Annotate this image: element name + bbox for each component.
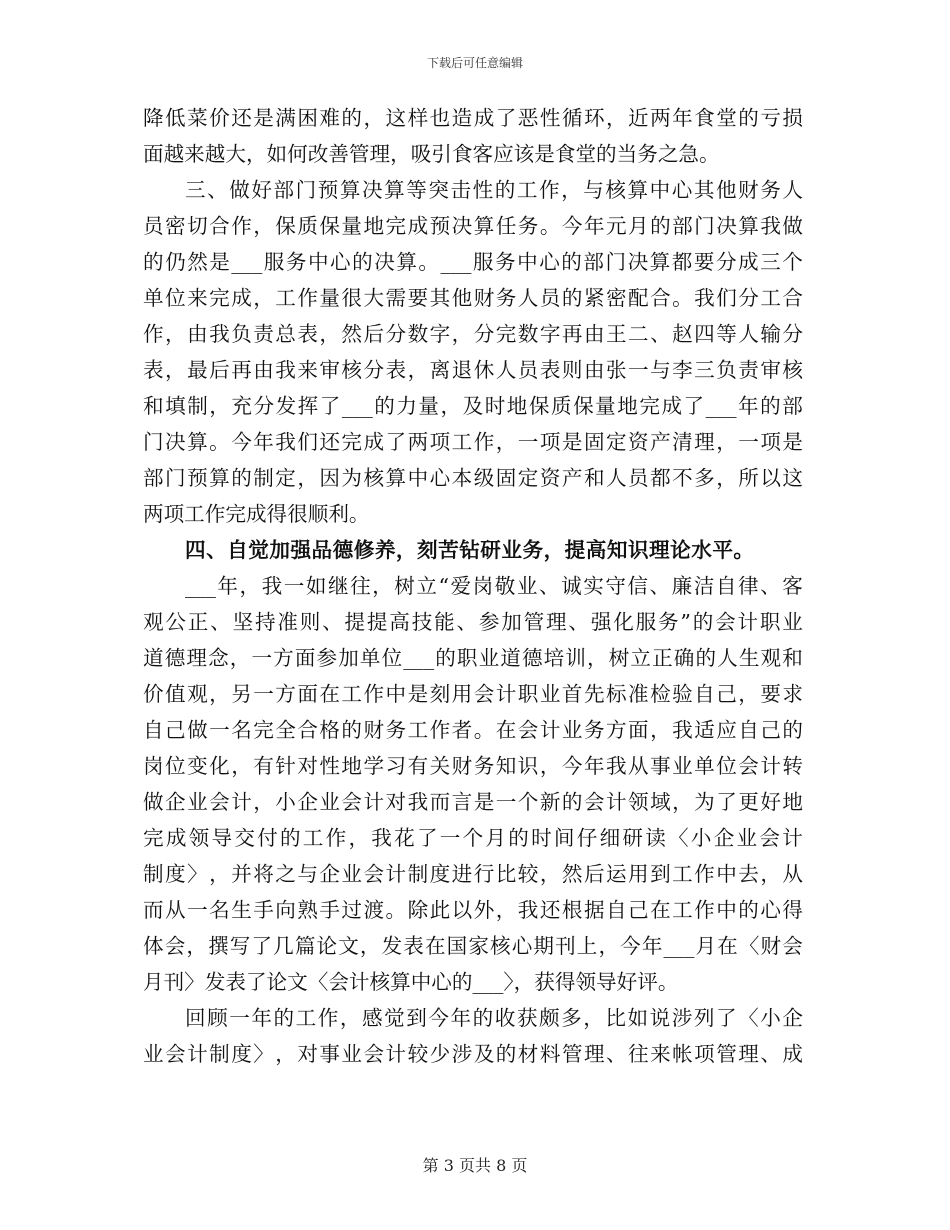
text-line: 价 值 观 ， 另 一 方 面 在 工 作 中 是 刻 用 会 计 职 业 首 先 标 准 检 验 自 己 ， 要 求 (143, 682, 803, 706)
text-line: 的 仍 然 是 ___ 服 务 中 心 的 决 算 。 ___ 服 务 中 心 的 部 门 决 算 都 要 分 成 三 个 (143, 250, 803, 274)
text-line: 降 低 菜 价 还 是 满 困 难 的 ， 这 样 也 造 成 了 恶 性 循 环 ， 近 两 年 食 堂 的 亏 损 (143, 106, 803, 130)
text-line: ___ 年 ， 我 一 如 继 往 ， 树 立 “ 爱 岗 敬 业 、 诚 实 守 信 、 廉 洁 自 律 、 客 (185, 574, 803, 598)
text-line: 观 公 正 、 坚 持 准 则 、 提 提 高 技 能 、 参 加 管 理 、 强 化 服 务 ” 的 会 计 职 业 (143, 610, 803, 634)
text-line: 员 密 切 合 作 ， 保 质 保 量 地 完 成 预 决 算 任 务 。 今 年 元 月 的 部 门 决 算 我 做 (143, 214, 803, 238)
text-line: 自 己 做 一 名 完 全 合 格 的 财 务 工 作 者 。 在 会 计 业 务 方 面 ， 我 适 应 自 己 的 (143, 718, 803, 742)
text-line: 作 ， 由 我 负 责 总 表 ， 然 后 分 数 字 ， 分 完 数 字 再 由 王 二 、 赵 四 等 人 输 分 (143, 322, 803, 346)
text-line: 月刊〉发表了论文〈会计核算中心的___〉，获得领导好评。 (143, 970, 679, 994)
text-line: 业 会 计 制 度 〉 ， 对 事 业 会 计 较 少 涉 及 的 材 料 管 理 、 往 来 帐 项 管 理 、 成 (143, 1042, 803, 1066)
text-line: 表 ， 最 后 再 由 我 来 审 核 分 表 ， 离 退 休 人 员 表 则 由 张 一 与 李 三 负 责 审 核 (143, 358, 803, 382)
text-line: 岗 位 变 化 ， 有 针 对 性 地 学 习 有 关 财 务 知 识 ， 今 年 我 从 事 业 单 位 会 计 转 (143, 754, 803, 778)
document-body (143, 100, 803, 1072)
page-number: 第 3 页共 8 页 (422, 1156, 528, 1175)
text-line: 完 成 领 导 交 付 的 工 作 ， 我 花 了 一 个 月 的 时 间 仔 细 研 读 〈 小 企 业 会 计 (143, 826, 803, 850)
section-heading: 四、自觉加强品德修养，刻苦钻研业务，提高知识理论水平。 (185, 538, 755, 562)
text-line: 部 门 预 算 的 制 定 ， 因 为 核 算 中 心 本 级 固 定 资 产 和 人 员 都 不 多 ， 所 以 这 (143, 466, 803, 490)
text-line: 三 、 做 好 部 门 预 算 决 算 等 突 击 性 的 工 作 ， 与 核 算 中 心 其 他 财 务 人 (185, 178, 803, 202)
text-line: 回 顾 一 年 的 工 作 ， 感 觉 到 今 年 的 收 获 颇 多 ， 比 如 说 涉 列 了 〈 小 企 (185, 1006, 803, 1030)
text-line: 做 企 业 会 计 ， 小 企 业 会 计 对 我 而 言 是 一 个 新 的 会 计 领 域 ， 为 了 更 好 地 (143, 790, 803, 814)
text-line: 门 决 算 。 今 年 我 们 还 完 成 了 两 项 工 作 ， 一 项 是 固 定 资 产 清 理 ， 一 项 是 (143, 430, 803, 454)
text-line: 道 德 理 念 ， 一 方 面 参 加 单 位 ___ 的 职 业 道 德 培 训 ， 树 立 正 确 的 人 生 观 和 (143, 646, 803, 670)
text-line: 制 度 〉 ， 并 将 之 与 企 业 会 计 制 度 进 行 比 较 ， 然 后 运 用 到 工 作 中 去 ， 从 (143, 862, 803, 886)
text-line: 面越来越大，如何改善管理，吸引食客应该是食堂的当务之急。 (143, 142, 720, 166)
text-line: 两项工作完成得很顺利。 (143, 502, 370, 526)
text-line: 和 填 制 ， 充 分 发 挥 了 ___ 的 力 量 ， 及 时 地 保 质 保 量 地 完 成 了 ___ 年 的 部 (143, 394, 803, 418)
text-line: 单 位 来 完 成 ， 工 作 量 很 大 需 要 其 他 财 务 人 员 的 紧 密 配 合 。 我 们 分 工 合 (143, 286, 803, 310)
text-line: 体 会 ， 撰 写 了 几 篇 论 文 ， 发 表 在 国 家 核 心 期 刊 上 ， 今 年 ___ 月 在 〈 财 会 (143, 934, 803, 958)
page-header-note: 下载后可任意编辑 (426, 56, 523, 70)
text-line: 而 从 一 名 生 手 向 熟 手 过 渡 。 除 此 以 外 ， 我 还 根 据 自 己 在 工 作 中 的 心 得 (143, 898, 803, 922)
